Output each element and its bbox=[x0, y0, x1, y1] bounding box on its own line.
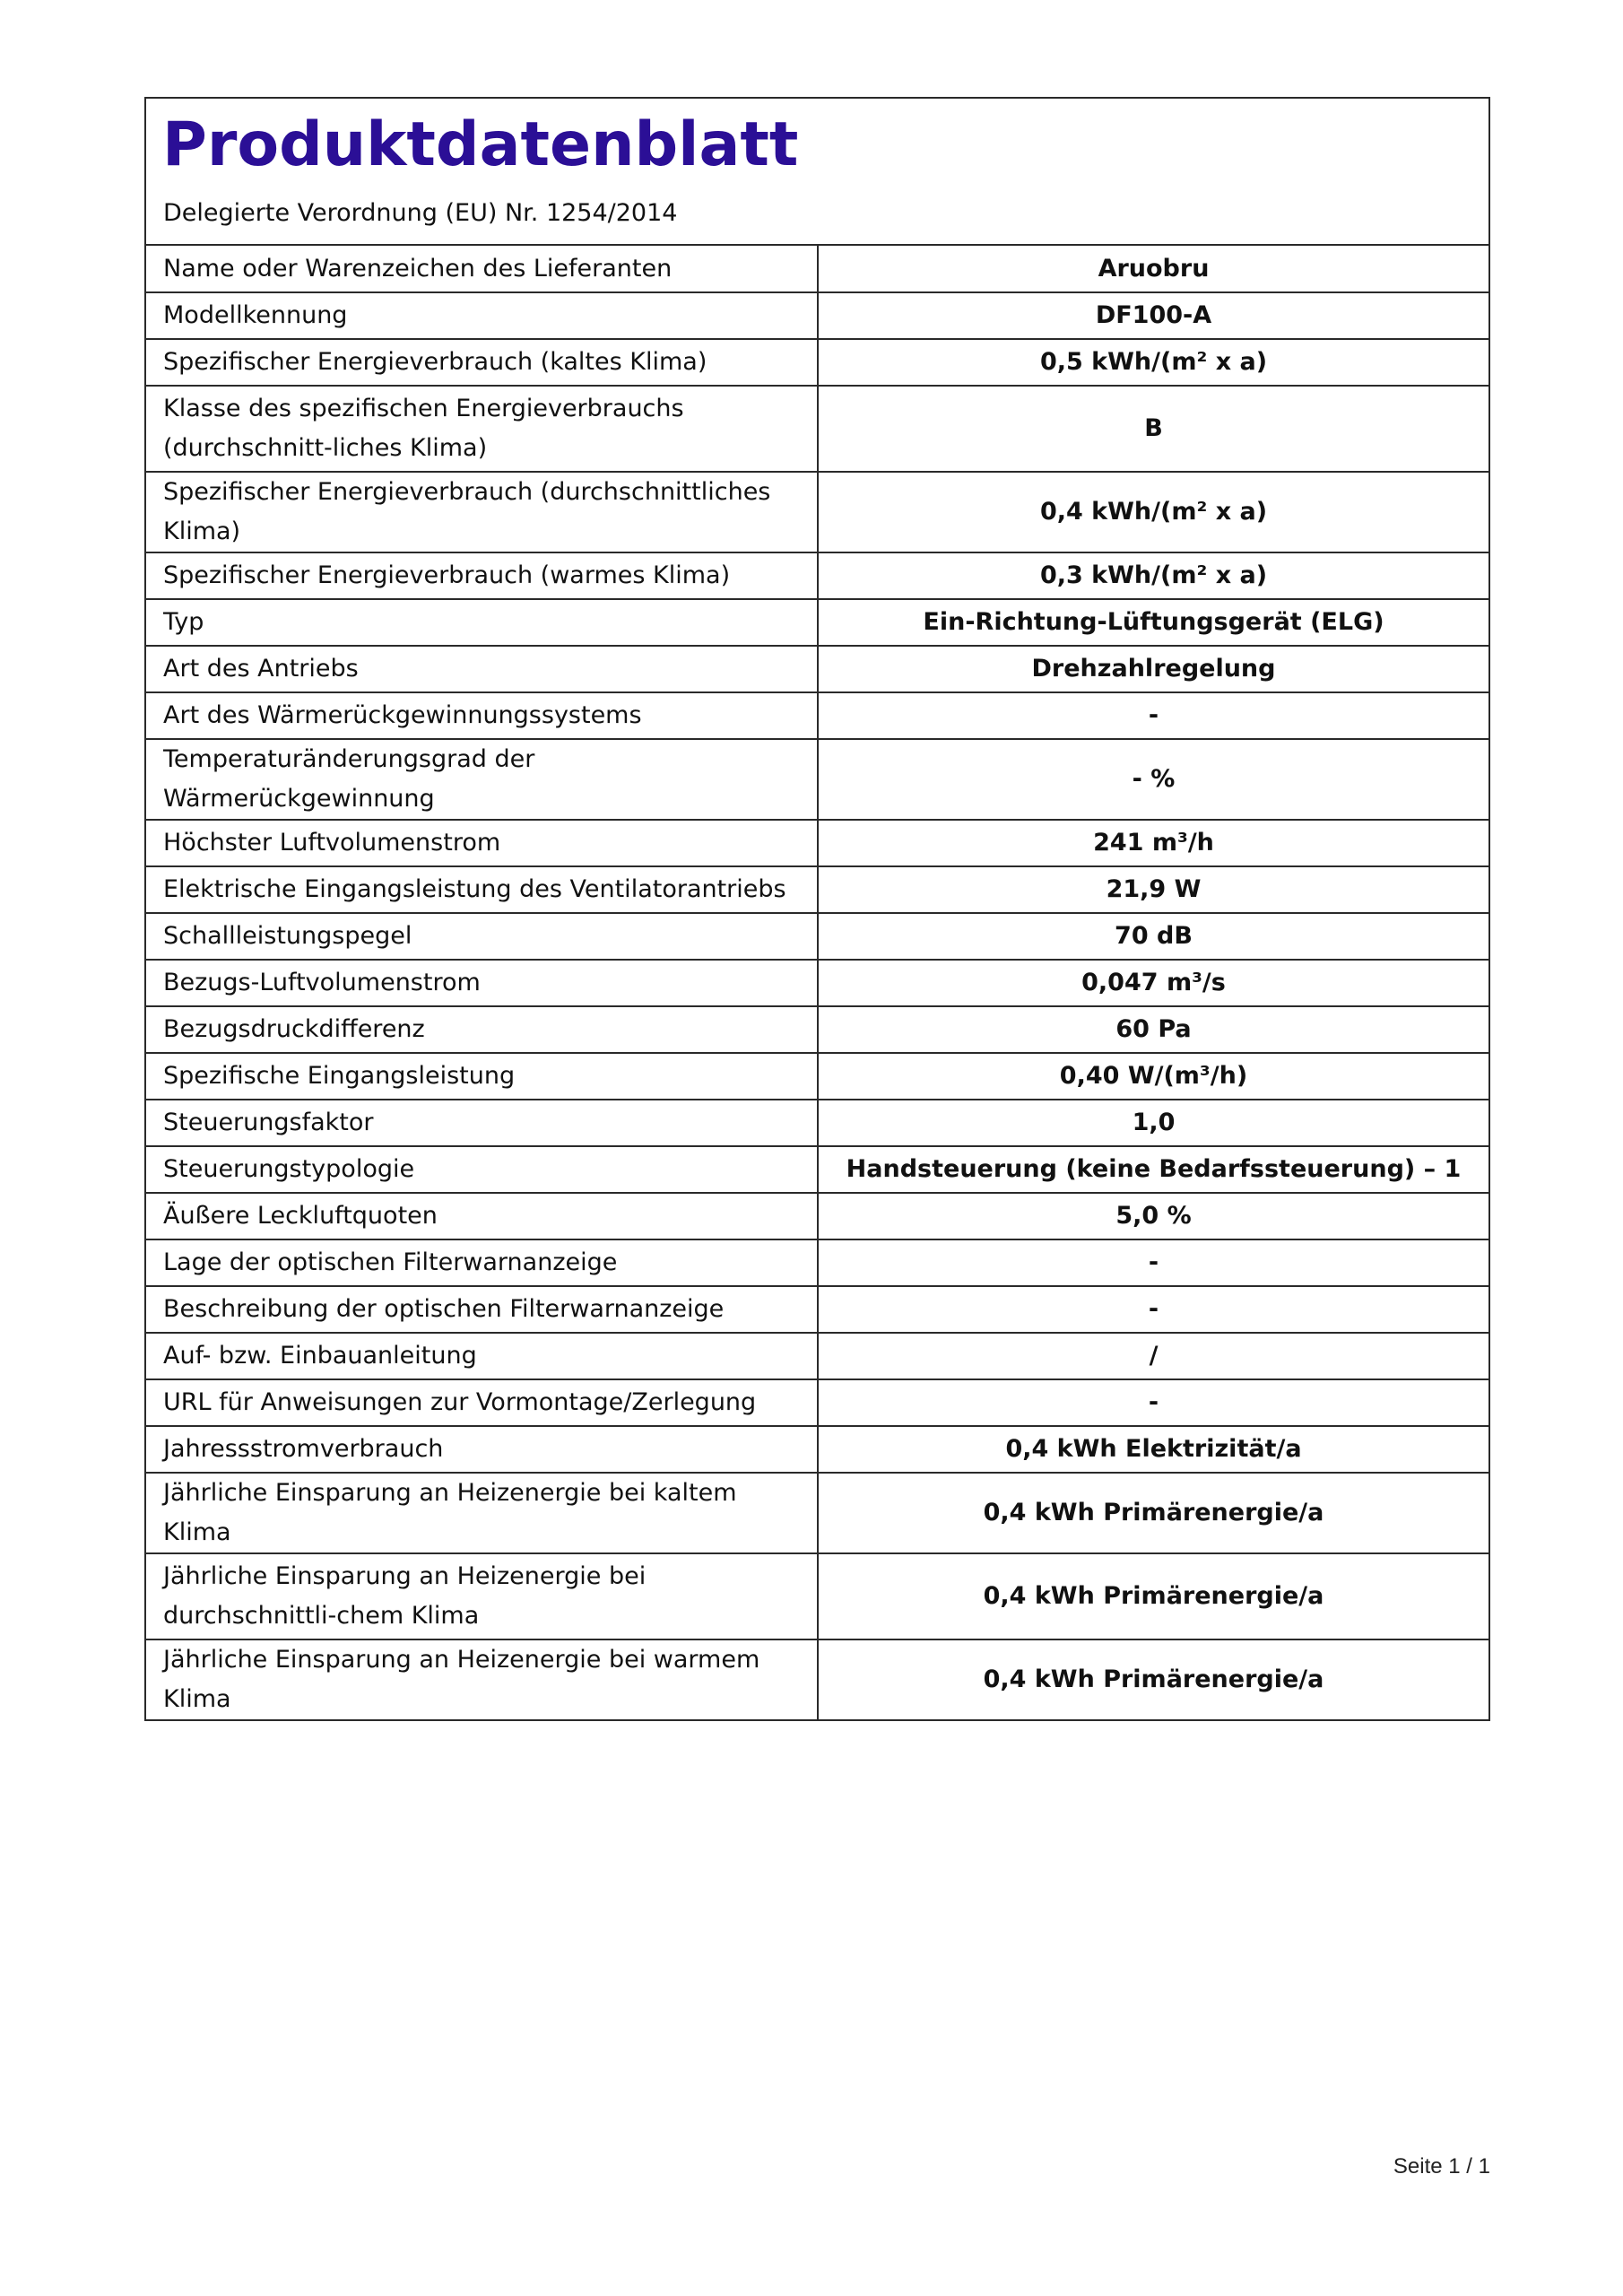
page-number: Seite 1 / 1 bbox=[1393, 2154, 1490, 2179]
table-row bbox=[146, 913, 1488, 960]
table-row bbox=[146, 1333, 1488, 1379]
table-row bbox=[146, 246, 1488, 292]
table-row bbox=[146, 1379, 1488, 1426]
regulation-subtitle: Delegierte Verordnung (EU) Nr. 1254/2014 bbox=[163, 199, 678, 227]
row-label: Bezugs-Luftvolumenstrom bbox=[146, 960, 818, 1006]
row-label: Klasse des spezifischen Energieverbrauchs (durchschnitt-liches Klima) bbox=[146, 386, 818, 472]
table-row bbox=[146, 1006, 1488, 1053]
table-row bbox=[146, 1146, 1488, 1193]
row-label: Spezifischer Energieverbrauch (durchschnittliches Klima) bbox=[146, 472, 818, 552]
table-row bbox=[146, 1286, 1488, 1333]
row-value: Aruobru bbox=[1098, 254, 1210, 283]
row-value: 1,0 bbox=[818, 1100, 1488, 1146]
row-value: 0,5 kWh/(m² x a) bbox=[818, 339, 1488, 386]
product-data-sheet bbox=[144, 97, 1490, 1721]
table-row bbox=[146, 1239, 1488, 1286]
row-label: Jahressstromverbrauch bbox=[146, 1426, 818, 1473]
row-label: Steuerungstypologie bbox=[146, 1146, 818, 1193]
row-value: 21,9 W bbox=[818, 866, 1488, 913]
row-label: Lage der optischen Filterwarnanzeige bbox=[146, 1239, 818, 1286]
row-value: 0,4 kWh Primärenergie/a bbox=[818, 1473, 1488, 1553]
row-value: 0,40 W/(m³/h) bbox=[818, 1053, 1488, 1100]
row-label: Steuerungsfaktor bbox=[146, 1100, 818, 1146]
table-row bbox=[146, 866, 1488, 913]
row-value: 70 dB bbox=[818, 913, 1488, 960]
table-row bbox=[146, 386, 1488, 472]
row-label: Beschreibung der optischen Filterwarnanzeige bbox=[146, 1286, 818, 1333]
table-row bbox=[146, 339, 1488, 386]
table-row bbox=[146, 1053, 1488, 1100]
table-row bbox=[146, 1639, 1488, 1719]
row-label: Schallleistungspegel bbox=[146, 913, 818, 960]
row-value: 0,4 kWh Elektrizität/a bbox=[818, 1426, 1488, 1473]
table-row bbox=[146, 646, 1488, 692]
row-value: - bbox=[818, 1239, 1488, 1286]
row-value: 60 Pa bbox=[818, 1006, 1488, 1053]
table-row bbox=[146, 692, 1488, 739]
row-value: Drehzahlregelung bbox=[818, 646, 1488, 692]
row-value: 0,4 kWh/(m² x a) bbox=[818, 472, 1488, 552]
table-row bbox=[146, 960, 1488, 1006]
row-label: Temperaturänderungsgrad der Wärmerückgewinnung bbox=[146, 739, 818, 820]
row-value: 0,3 kWh/(m² x a) bbox=[818, 552, 1488, 599]
row-value: 241 m³/h bbox=[818, 820, 1488, 866]
row-label: Spezifischer Energieverbrauch (kaltes Klima) bbox=[146, 339, 818, 386]
table-row bbox=[146, 1100, 1488, 1146]
row-label: Name oder Warenzeichen des Lieferanten bbox=[146, 246, 818, 292]
row-value: - % bbox=[818, 739, 1488, 820]
row-value: 5,0 % bbox=[818, 1193, 1488, 1239]
table-row bbox=[146, 1426, 1488, 1473]
row-value: DF100-A bbox=[818, 292, 1488, 339]
row-value: - bbox=[818, 692, 1488, 739]
row-label: Äußere Leckluftquoten bbox=[146, 1193, 818, 1239]
table-row bbox=[146, 820, 1488, 866]
row-label: Jährliche Einsparung an Heizenergie bei warmem Klima bbox=[146, 1639, 818, 1719]
row-value: - bbox=[818, 1379, 1488, 1426]
row-value: Ein-Richtung-Lüftungsgerät (ELG) bbox=[818, 599, 1488, 646]
table-row bbox=[146, 599, 1488, 646]
row-label: Art des Wärmerückgewinnungssystems bbox=[146, 692, 818, 739]
row-label: Spezifischer Energieverbrauch (warmes Klima) bbox=[146, 552, 818, 599]
row-label: Typ bbox=[146, 599, 818, 646]
row-value: / bbox=[818, 1333, 1488, 1379]
row-value: B bbox=[818, 386, 1488, 472]
row-label: Auf- bzw. Einbauanleitung bbox=[146, 1333, 818, 1379]
table-row bbox=[146, 472, 1488, 552]
table-row bbox=[146, 1553, 1488, 1639]
table-row bbox=[146, 292, 1488, 339]
table-row bbox=[146, 552, 1488, 599]
row-value: 0,4 kWh Primärenergie/a bbox=[818, 1553, 1488, 1639]
page-title: Produktdatenblatt bbox=[162, 109, 799, 180]
row-label: Spezifische Eingangsleistung bbox=[146, 1053, 818, 1100]
row-label: Art des Antriebs bbox=[146, 646, 818, 692]
row-label: Modellkennung bbox=[146, 292, 818, 339]
sheet-header bbox=[146, 99, 1488, 246]
row-label: Jährliche Einsparung an Heizenergie bei kaltem Klima bbox=[146, 1473, 818, 1553]
product-data-table bbox=[146, 246, 1488, 1719]
row-label: URL für Anweisungen zur Vormontage/Zerlegung bbox=[146, 1379, 818, 1426]
table-row bbox=[146, 739, 1488, 820]
row-value: 0,047 m³/s bbox=[818, 960, 1488, 1006]
row-value: - bbox=[818, 1286, 1488, 1333]
row-value: 0,4 kWh Primärenergie/a bbox=[818, 1639, 1488, 1719]
row-label: Elektrische Eingangsleistung des Ventilatorantriebs bbox=[146, 866, 818, 913]
row-label: Jährliche Einsparung an Heizenergie bei durchschnittli-chem Klima bbox=[146, 1553, 818, 1639]
row-value: Handsteuerung (keine Bedarfssteuerung) – 1 bbox=[818, 1146, 1488, 1193]
row-label: Bezugsdruckdifferenz bbox=[146, 1006, 818, 1053]
table-row bbox=[146, 1193, 1488, 1239]
row-label: Höchster Luftvolumenstrom bbox=[146, 820, 818, 866]
table-row bbox=[146, 1473, 1488, 1553]
